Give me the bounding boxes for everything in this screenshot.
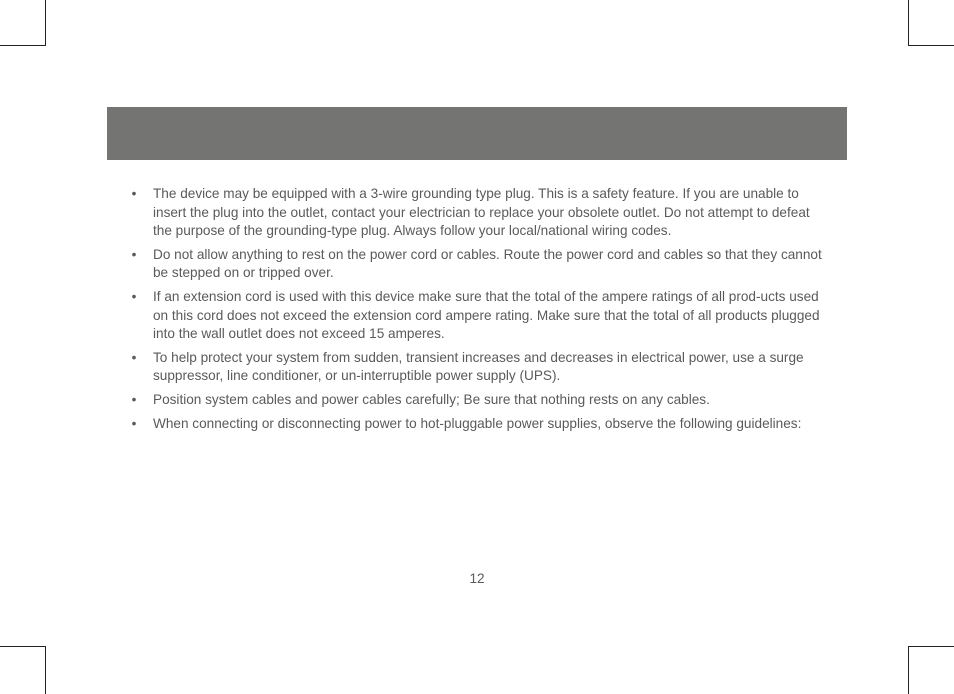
list-item <box>107 391 827 410</box>
bullet-marker: • <box>131 349 137 365</box>
list-item-text: To help protect your system from sudden, transient increases and decreases in electrical power, use a surge suppressor, line conditioner, or un-interruptible power supply (UPS). <box>153 349 804 384</box>
list-item-text: If an extension cord is used with this device make sure that the total of the ampere ratings of all prod-ucts used on this cord does not exceed the extension cord ampere rating. Make sure that the total of all products plugged into the wall outlet does not exceed 15 amperes. <box>153 288 820 342</box>
bullet-marker: • <box>131 288 137 304</box>
list-item-text: The device may be equipped with a 3-wire grounding type plug. This is a safety feature. If you are unable to insert the plug into the outlet, contact your electrician to replace your obsolete outlet. Do not attempt to defeat the purpose of the grounding-type plug. Always follow your local/national wiring codes. <box>153 186 810 239</box>
list-item <box>107 246 827 283</box>
crop-mark-top-right <box>908 0 954 46</box>
list-item <box>107 415 827 434</box>
crop-mark-top-left <box>0 0 46 46</box>
page-number: 12 <box>469 571 485 586</box>
safety-instructions <box>107 185 827 438</box>
list-item <box>107 349 827 386</box>
bullet-marker: • <box>131 391 137 407</box>
list-item-text: When connecting or disconnecting power to hot-pluggable power supplies, observe the following guidelines: <box>153 415 802 431</box>
bullet-marker: • <box>131 246 137 262</box>
list-item-text: Position system cables and power cables carefully; Be sure that nothing rests on any cables. <box>153 391 710 407</box>
list-item <box>107 185 827 241</box>
bullet-marker: • <box>131 186 137 201</box>
bullet-list <box>107 185 827 433</box>
header-band <box>107 107 847 160</box>
crop-mark-bottom-right <box>908 646 954 694</box>
bullet-marker: • <box>131 415 137 431</box>
crop-mark-bottom-left <box>0 646 46 694</box>
list-item <box>107 288 827 344</box>
list-item-text: Do not allow anything to rest on the power cord or cables. Route the power cord and cables so that they cannot be stepped on or tripped over. <box>153 246 822 281</box>
